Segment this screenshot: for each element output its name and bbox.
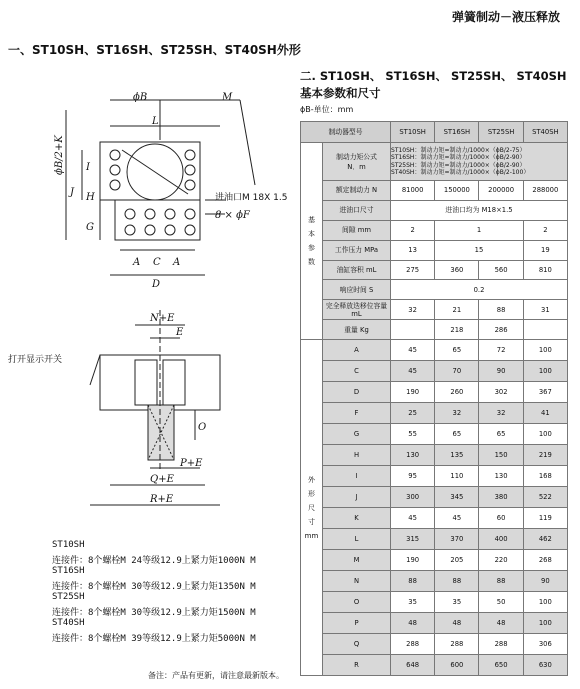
table-row <box>301 571 568 592</box>
spec-model-st40sh: ST40SH <box>52 618 85 628</box>
table-row: 工作压力 MPa 13 15 19 <box>301 240 568 260</box>
dimension-value: 219 <box>523 445 567 466</box>
spec-connection-st25sh: 连接件：8个螺栓M 30等级12.9上紧力矩1500N M <box>52 608 256 618</box>
label-O: O <box>198 422 207 433</box>
dimension-name: A <box>323 340 391 361</box>
header-st40sh: ST40SH <box>523 122 567 143</box>
spec-connection-st40sh: 连接件：8个螺栓M 39等级12.9上紧力矩5000N M <box>52 634 256 644</box>
dimension-value: 135 <box>435 445 479 466</box>
dimension-value: 302 <box>479 382 523 403</box>
dimension-value: 150 <box>479 445 523 466</box>
parameter-table <box>300 121 568 676</box>
section2-title-line2: 基本参数和尺寸 <box>300 86 381 100</box>
dimension-value: 168 <box>523 466 567 487</box>
torque-formulas: ST10SH：制动力矩=制动力/1000×（ϕB/2-75） ST16SH：制动力矩=制动力/1000×（ϕB/2-90） ST25SH：制动力矩=制动力/1000×（ϕB/2-90） ST40SH：制动力矩=制动力/1000×（ϕB/2-100） <box>391 143 568 181</box>
header-st16sh: ST16SH <box>435 122 479 143</box>
header-st25sh: ST25SH <box>479 122 523 143</box>
dimension-value: 260 <box>435 382 479 403</box>
dimension-value: 90 <box>523 571 567 592</box>
dimension-value: 370 <box>435 529 479 550</box>
spec-model-st25sh: ST25SH <box>52 592 85 602</box>
category-basic: 基 本 参 数 <box>301 143 323 340</box>
table-row <box>301 529 568 550</box>
dimension-value: 100 <box>523 361 567 382</box>
table-row: 响应时间 S 0.2 <box>301 280 568 300</box>
table-row <box>301 466 568 487</box>
label-D: D <box>152 279 161 290</box>
dimension-value: 70 <box>435 361 479 382</box>
dimension-value: 522 <box>523 487 567 508</box>
unit-note: ϕB-单位：mm <box>300 105 354 114</box>
dimension-value: 60 <box>479 508 523 529</box>
section1-title: 一、ST10SH、ST16SH、ST25SH、ST40SH外形 <box>8 43 301 57</box>
dimension-value: 90 <box>479 361 523 382</box>
dimension-value: 100 <box>523 592 567 613</box>
dimension-value: 88 <box>435 571 479 592</box>
table-row <box>301 424 568 445</box>
label-I: I <box>86 162 90 173</box>
label-G: G <box>86 222 94 233</box>
dimension-value: 190 <box>391 382 435 403</box>
dimension-value: 35 <box>435 592 479 613</box>
table-row <box>301 445 568 466</box>
dimension-value: 45 <box>435 508 479 529</box>
header-model: 制动器型号 <box>301 122 391 143</box>
dimension-value: 100 <box>523 613 567 634</box>
dimension-value: 41 <box>523 403 567 424</box>
dimension-value: 25 <box>391 403 435 424</box>
dimension-name: I <box>323 466 391 487</box>
dimension-value: 72 <box>479 340 523 361</box>
label-A-left: A <box>133 257 141 268</box>
table-row <box>301 361 568 382</box>
dimension-value: 48 <box>435 613 479 634</box>
dimension-name: L <box>323 529 391 550</box>
dimension-value: 100 <box>523 424 567 445</box>
dimension-name: Q <box>323 634 391 655</box>
label-inlet: 进油口M 18X 1.5 <box>215 193 288 203</box>
table-row: 油缸容积 mL 275 360 560 810 <box>301 260 568 280</box>
dimension-name: G <box>323 424 391 445</box>
label-NE: N+E <box>150 313 175 324</box>
spec-connection-st16sh: 连接件：8个螺栓M 30等级12.9上紧力矩1350N M <box>52 582 256 592</box>
dimension-value: 268 <box>523 550 567 571</box>
table-row: 完全释放迭移位容量 mL 32 21 88 31 <box>301 300 568 320</box>
section2-title-line1: 二. ST10SH、 ST16SH、 ST25SH、 ST40SH <box>300 69 567 83</box>
dimension-value: 65 <box>479 424 523 445</box>
dimension-value: 130 <box>391 445 435 466</box>
label-K: ϕB/2+K <box>54 135 65 175</box>
dimension-value: 462 <box>523 529 567 550</box>
label-J: J <box>70 187 75 198</box>
dimension-name: C <box>323 361 391 382</box>
dimension-value: 88 <box>391 571 435 592</box>
dimension-value: 95 <box>391 466 435 487</box>
dimension-value: 380 <box>479 487 523 508</box>
table-row: 额定制动力 N 81000 150000 200000 288000 <box>301 181 568 201</box>
footer-note: 备注：产品有更新，请注意最新版本。 <box>148 671 284 680</box>
dimension-value: 35 <box>391 592 435 613</box>
spec-connection-st10sh: 连接件：8个螺栓M 24等级12.9上紧力矩1000N M <box>52 556 256 566</box>
table-row <box>301 487 568 508</box>
dimension-name: R <box>323 655 391 676</box>
dimension-name: N <box>323 571 391 592</box>
label-phiB: ϕB <box>133 92 148 103</box>
dimension-value: 190 <box>391 550 435 571</box>
label-E: E <box>176 327 184 338</box>
dimension-value: 400 <box>479 529 523 550</box>
dimension-value: 32 <box>435 403 479 424</box>
dimension-value: 45 <box>391 508 435 529</box>
spec-model-st10sh: ST10SH <box>52 540 85 550</box>
table-row <box>301 403 568 424</box>
table-row <box>301 382 568 403</box>
table-row <box>301 613 568 634</box>
table-row <box>301 340 568 361</box>
dimension-value: 300 <box>391 487 435 508</box>
dimension-name: H <box>323 445 391 466</box>
dimension-value: 45 <box>391 340 435 361</box>
dimension-value: 50 <box>479 592 523 613</box>
table-row <box>301 550 568 571</box>
label-H: H <box>86 192 95 203</box>
dimension-value: 100 <box>523 340 567 361</box>
dimension-rows <box>301 340 568 676</box>
table-header-row <box>301 122 568 143</box>
dimension-value: 600 <box>435 655 479 676</box>
label-RE: R+E <box>150 494 174 505</box>
label-C: C <box>153 257 161 268</box>
dimension-value: 648 <box>391 655 435 676</box>
dimension-value: 48 <box>391 613 435 634</box>
dimension-value: 288 <box>435 634 479 655</box>
dimension-value: 65 <box>435 340 479 361</box>
dimension-value: 345 <box>435 487 479 508</box>
dimension-value: 315 <box>391 529 435 550</box>
dimension-value: 288 <box>479 634 523 655</box>
dimension-value: 130 <box>479 466 523 487</box>
dimension-value: 119 <box>523 508 567 529</box>
table-row <box>301 143 568 181</box>
label-M: M <box>222 92 233 103</box>
dimension-value: 32 <box>479 403 523 424</box>
dimension-value: 55 <box>391 424 435 445</box>
dimension-value: 630 <box>523 655 567 676</box>
dimension-name: O <box>323 592 391 613</box>
dimension-value: 45 <box>391 361 435 382</box>
dimension-name: K <box>323 508 391 529</box>
torque-label: 制动力矩公式 N．m <box>323 143 391 181</box>
brake-outline-drawing <box>0 60 292 530</box>
label-QE: Q+E <box>150 474 174 485</box>
table-row <box>301 508 568 529</box>
table-row <box>301 655 568 676</box>
header-st10sh: ST10SH <box>391 122 435 143</box>
dimension-name: F <box>323 403 391 424</box>
label-open-switch: 打开显示开关 <box>8 355 63 365</box>
table-row: 间隙 mm 2 1 2 <box>301 220 568 240</box>
spec-model-st16sh: ST16SH <box>52 566 85 576</box>
label-PE: P+E <box>180 458 203 469</box>
dimension-value: 306 <box>523 634 567 655</box>
label-F: 8 × ϕF <box>215 210 250 221</box>
label-L: L <box>152 116 159 127</box>
dimension-name: D <box>323 382 391 403</box>
dimension-name: J <box>323 487 391 508</box>
dimension-value: 110 <box>435 466 479 487</box>
dimension-value: 650 <box>479 655 523 676</box>
label-A-right: A <box>173 257 181 268</box>
category-dimensions: 外 形 尺 寸 mm <box>301 340 323 676</box>
section2-title <box>300 68 567 102</box>
dimension-value: 220 <box>479 550 523 571</box>
dimension-value: 48 <box>479 613 523 634</box>
table-row: 重量 Kg 218 286 <box>301 320 568 340</box>
table-row <box>301 634 568 655</box>
table-row: 进油口尺寸 进油口均为 M18×1.5 <box>301 200 568 220</box>
dimension-value: 367 <box>523 382 567 403</box>
top-view <box>66 100 255 275</box>
dimension-value: 88 <box>479 571 523 592</box>
dimension-value: 205 <box>435 550 479 571</box>
dimension-value: 65 <box>435 424 479 445</box>
page-header-title: 弹簧制动－液压释放 <box>451 10 560 24</box>
table-row <box>301 592 568 613</box>
dimension-name: P <box>323 613 391 634</box>
dimension-value: 288 <box>391 634 435 655</box>
dimension-name: M <box>323 550 391 571</box>
